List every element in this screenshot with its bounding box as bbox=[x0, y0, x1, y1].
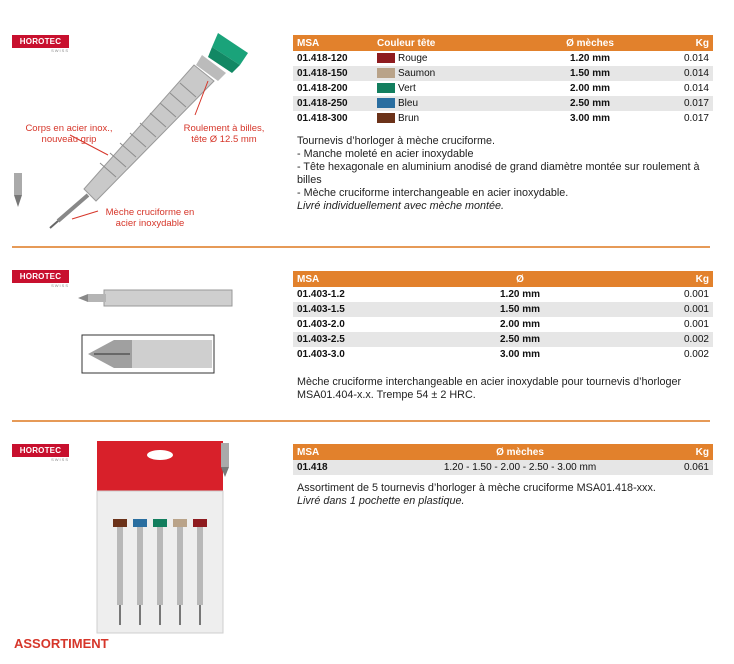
color-label: Saumon bbox=[398, 68, 436, 79]
kg-cell: 0.001 bbox=[683, 289, 709, 300]
kg-cell: 0.014 bbox=[683, 53, 709, 64]
kg-cell: 0.001 bbox=[683, 319, 709, 330]
dia-cell: 1.20 mm bbox=[499, 289, 541, 300]
color-cell bbox=[373, 66, 531, 81]
ref-cell: 01.403-3.0 bbox=[297, 349, 345, 360]
pouch-hang-hole bbox=[147, 450, 173, 460]
kg-cell: 0.014 bbox=[683, 83, 709, 94]
pouch-driver-body bbox=[137, 527, 143, 605]
pouch-driver-head bbox=[173, 519, 187, 527]
ref-cell: 01.418-120 bbox=[297, 53, 348, 64]
dia-cell: 3.00 mm bbox=[569, 113, 611, 124]
kg-cell: 0.017 bbox=[649, 96, 713, 111]
pouch-driver-body bbox=[117, 527, 123, 605]
annotation-body: Corps en acier inox., nouveau grip bbox=[25, 123, 113, 145]
dia-cell: 1.50 mm bbox=[411, 302, 629, 317]
col-header: Kg bbox=[649, 35, 713, 51]
col-header: Ø mèches bbox=[411, 444, 629, 460]
product-table-1 bbox=[293, 35, 713, 126]
bit-tip-shape bbox=[78, 294, 88, 302]
kg-cell: 0.017 bbox=[683, 113, 709, 124]
dia-cell: 2.50 mm bbox=[411, 332, 629, 347]
bit-detail-tip bbox=[14, 195, 22, 207]
color-cell bbox=[373, 111, 531, 126]
color-cell bbox=[373, 81, 531, 96]
col-header: Ø bbox=[411, 271, 629, 287]
dia-cell: 2.50 mm bbox=[531, 96, 649, 111]
pouch-driver-body bbox=[157, 527, 163, 605]
table-row bbox=[293, 287, 713, 302]
dia-cell: 1.20 - 1.50 - 2.00 - 2.50 - 3.00 mm bbox=[411, 460, 629, 475]
table-row bbox=[293, 51, 713, 66]
table-row bbox=[293, 347, 713, 362]
dia-cell: 3.00 mm bbox=[499, 349, 541, 360]
col-header: MSA bbox=[293, 271, 411, 287]
ref-cell: 01.403-1.2 bbox=[297, 289, 345, 300]
col-header: MSA bbox=[293, 35, 373, 51]
section1-description bbox=[297, 135, 717, 213]
kg-cell: 0.061 bbox=[629, 460, 713, 475]
table-row bbox=[293, 66, 713, 81]
color-swatch bbox=[377, 68, 395, 78]
section-divider bbox=[12, 420, 710, 422]
table-row bbox=[293, 96, 713, 111]
table-row bbox=[293, 81, 713, 96]
product-table-2 bbox=[293, 271, 713, 362]
table-header-row bbox=[293, 271, 713, 287]
ref-cell: 01.418-250 bbox=[293, 96, 373, 111]
desc-note: Livré individuellement avec mèche montée. bbox=[297, 200, 505, 212]
bit-detail-shape bbox=[221, 443, 229, 467]
brand-logo-sub: SWISS bbox=[51, 457, 69, 462]
annotation-bearing: Roulement à billes, tête Ø 12.5 mm bbox=[183, 123, 265, 145]
dia-cell: 2.00 mm bbox=[569, 83, 611, 94]
pouch-driver-head bbox=[133, 519, 147, 527]
assortment-label: ASSORTIMENT bbox=[14, 636, 109, 651]
brand-logo-sub: SWISS bbox=[51, 48, 69, 53]
section3-description bbox=[297, 482, 717, 508]
ref-cell: 01.418-150 bbox=[293, 66, 373, 81]
section-divider bbox=[12, 246, 710, 248]
product-table-3 bbox=[293, 444, 713, 475]
section2-description: Mèche cruciforme interchangeable en acier inoxydable pour tournevis d’horloger MSA01.404-x.x. Trempe 54 ± 2 HRC. bbox=[297, 376, 682, 401]
color-swatch bbox=[377, 53, 395, 63]
table-row bbox=[293, 332, 713, 347]
brand-logo bbox=[12, 444, 69, 462]
pouch-driver-head bbox=[113, 519, 127, 527]
table-header-row bbox=[293, 35, 713, 51]
desc-line: Tournevis d’horloger à mèche cruciforme. bbox=[297, 135, 496, 147]
table-header-row bbox=[293, 444, 713, 460]
ref-cell: 01.418-300 bbox=[297, 113, 348, 124]
color-label: Rouge bbox=[398, 53, 428, 64]
brand-logo-text: HOROTEC bbox=[12, 444, 69, 457]
col-header: Ø mèches bbox=[531, 35, 649, 51]
col-header: MSA bbox=[293, 444, 411, 460]
color-cell bbox=[373, 51, 531, 66]
desc-note: Livré dans 1 pochette en plastique. bbox=[297, 495, 465, 507]
kg-cell: 0.002 bbox=[629, 332, 713, 347]
table-row bbox=[293, 460, 713, 475]
table-row bbox=[293, 317, 713, 332]
pouch-header-shape bbox=[97, 441, 223, 491]
dia-cell: 1.50 mm bbox=[531, 66, 649, 81]
dia-cell: 2.00 mm bbox=[499, 319, 541, 330]
kg-cell: 0.002 bbox=[683, 349, 709, 360]
bit-shank-shape bbox=[104, 290, 232, 306]
color-swatch bbox=[377, 113, 395, 123]
bit-shape bbox=[58, 195, 88, 221]
desc-line: - Tête hexagonale en aluminium anodisé de grand diamètre montée sur roulement à billes bbox=[297, 161, 700, 186]
color-swatch bbox=[377, 98, 395, 108]
color-label: Brun bbox=[398, 113, 420, 124]
brand-logo-text: HOROTEC bbox=[12, 270, 69, 283]
pouch-driver-body bbox=[197, 527, 203, 605]
bit-neck-shape bbox=[88, 294, 106, 302]
ref-cell: 01.418-200 bbox=[297, 83, 348, 94]
color-cell bbox=[373, 96, 531, 111]
ref-cell: 01.418 bbox=[293, 460, 411, 475]
color-label: Bleu bbox=[398, 98, 419, 109]
ref-cell: 01.403-2.5 bbox=[293, 332, 411, 347]
table-row bbox=[293, 302, 713, 317]
desc-line: - Manche moleté en acier inoxydable bbox=[297, 148, 474, 160]
desc-line: Assortiment de 5 tournevis d’horloger à mèche cruciforme MSA01.418-xxx. bbox=[297, 482, 656, 494]
kg-cell: 0.014 bbox=[649, 66, 713, 81]
annotation-line bbox=[72, 211, 98, 219]
desc-line: - Mèche cruciforme interchangeable en acier inoxydable. bbox=[297, 187, 569, 199]
col-header: Kg bbox=[629, 271, 713, 287]
bit-zoom-shank bbox=[132, 340, 212, 368]
dia-cell: 1.20 mm bbox=[569, 53, 611, 64]
pouch-driver-head bbox=[193, 519, 207, 527]
ref-cell: 01.403-1.5 bbox=[293, 302, 411, 317]
pouch-driver-head bbox=[153, 519, 167, 527]
col-header: Kg bbox=[629, 444, 713, 460]
ref-cell: 01.403-2.0 bbox=[297, 319, 345, 330]
bit-tip-shape bbox=[50, 221, 58, 228]
col-header: Couleur tête bbox=[373, 35, 531, 51]
color-swatch bbox=[377, 83, 395, 93]
brand-logo bbox=[12, 270, 69, 288]
brand-logo-sub: SWISS bbox=[51, 283, 69, 288]
brand-logo-text: HOROTEC bbox=[12, 35, 69, 48]
annotation-bit: Mèche cruciforme en acier inoxydable bbox=[105, 207, 195, 229]
table-row bbox=[293, 111, 713, 126]
assortment-pouch-illustration bbox=[95, 437, 240, 637]
kg-cell: 0.001 bbox=[629, 302, 713, 317]
pouch-driver-body bbox=[177, 527, 183, 605]
color-label: Vert bbox=[398, 83, 416, 94]
bit-illustration bbox=[70, 288, 240, 378]
bit-detail-shape bbox=[14, 173, 22, 195]
